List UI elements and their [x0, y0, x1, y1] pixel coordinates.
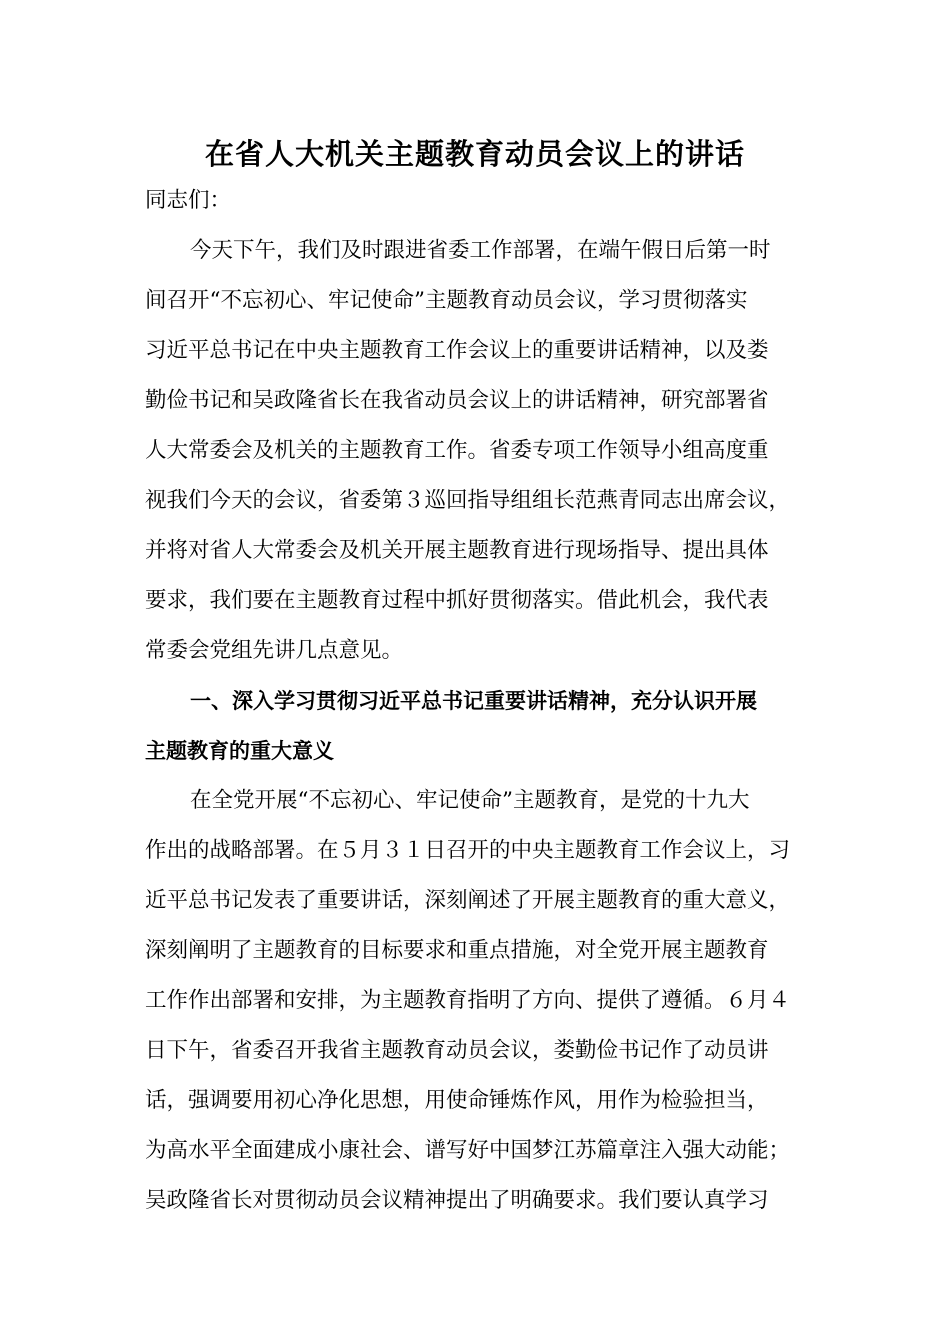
paragraph-line: 在全党开展“不忘初心、牢记使命”主题教育，是党的十九大 [190, 788, 750, 813]
section-heading: 主题教育的重大意义 [145, 739, 334, 763]
paragraph-line: 作出的战略部署。在５月３１日召开的中央主题教育工作会议上，习 [145, 838, 791, 863]
paragraph-line: 视我们今天的会议，省委第３巡回指导组组长范燕青同志出席会议， [145, 488, 791, 513]
paragraph-line: 话，强调要用初心净化思想，用使命锤炼作风，用作为检验担当， [145, 1088, 769, 1113]
paragraph-line: 要求，我们要在主题教育过程中抓好贯彻落实。借此机会，我代表 [145, 588, 769, 613]
paragraph-line: 近平总书记发表了重要讲话，深刻阐述了开展主题教育的重大意义， [145, 888, 791, 913]
paragraph-line: 工作作出部署和安排，为主题教育指明了方向、提供了遵循。６月４ [145, 988, 791, 1013]
paragraph-line: 并将对省人大常委会及机关开展主题教育进行现场指导、提出具体 [145, 538, 769, 563]
paragraph-line: 习近平总书记在中央主题教育工作会议上的重要讲话精神，以及娄 [145, 338, 769, 363]
paragraph-line: 间召开“不忘初心、牢记使命”主题教育动员会议，学习贯彻落实 [145, 288, 748, 313]
paragraph-line: 今天下午，我们及时跟进省委工作部署，在端午假日后第一时 [190, 238, 771, 263]
paragraph-line: 为高水平全面建成小康社会、谱写好中国梦江苏篇章注入强大动能； [145, 1138, 791, 1163]
paragraph-line: 常委会党组先讲几点意见。 [145, 638, 404, 663]
salutation: 同志们： [145, 188, 232, 213]
document-title: 在省人大机关主题教育动员会议上的讲话 [204, 137, 745, 171]
paragraph-line: 人大常委会及机关的主题教育工作。省委专项工作领导小组高度重 [145, 438, 769, 463]
section-heading: 一、深入学习贯彻习近平总书记重要讲话精神，充分认识开展 [190, 689, 757, 713]
paragraph-line: 吴政隆省长对贯彻动员会议精神提出了明确要求。我们要认真学习 [145, 1188, 769, 1213]
paragraph-line: 深刻阐明了主题教育的目标要求和重点措施，对全党开展主题教育 [145, 938, 769, 963]
paragraph-line: 日下午，省委召开我省主题教育动员会议，娄勤俭书记作了动员讲 [145, 1038, 769, 1063]
paragraph-line: 勤俭书记和吴政隆省长在我省动员会议上的讲话精神，研究部署省 [145, 388, 769, 413]
